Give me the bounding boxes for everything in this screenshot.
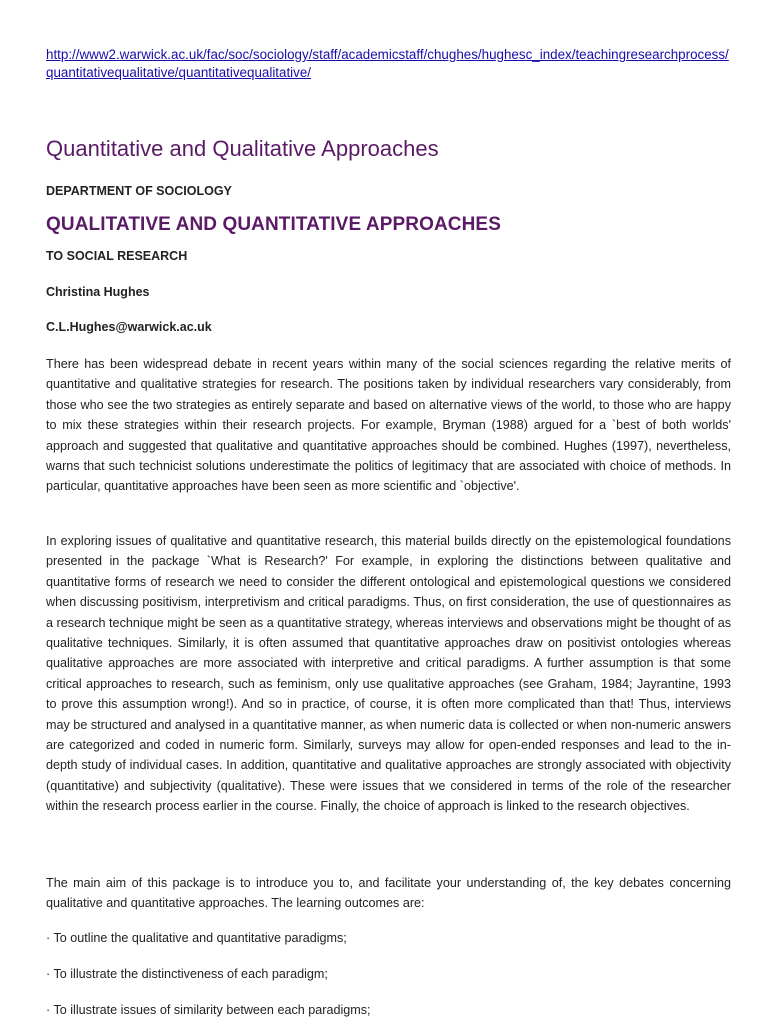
article-heading: QUALITATIVE AND QUANTITATIVE APPROACHES — [46, 214, 501, 235]
learning-outcome-item: · To illustrate the distinctiveness of each paradigm; — [46, 967, 328, 981]
paragraph-intro: There has been widespread debate in recent years within many of the social sciences regarding the relative merits of quantitative and qualitative strategies for research. The positions taken by individual researchers vary considerably, from those who see the two strategies as entirely separate and based on alternative views of the world, to those who are happy to mix these strategies within their research projects. For example, Bryman (1988) argued for a `best of both worlds' approach and suggested that qualitative and quantitative approaches should be combined. Hughes (1997), nevertheless, warns that such technicist solutions underestimate the politics of legitimacy that are associated with choice of methods. In particular, quantitative approaches have been seen as more scientific and `objective'. — [46, 357, 731, 494]
department-label: DEPARTMENT OF SOCIOLOGY — [46, 184, 232, 198]
learning-outcome-item: · To outline the qualitative and quantitative paradigms; — [46, 931, 347, 945]
article-subheading: TO SOCIAL RESEARCH — [46, 249, 188, 263]
source-url-link[interactable]: http://www2.warwick.ac.uk/fac/soc/sociology/staff/academicstaff/chughes/hughesc_index/teachingresearchprocess/quantitativequalitative/quantitativequalitative/ — [46, 47, 729, 80]
author-name: Christina Hughes — [46, 285, 150, 299]
learning-outcome-item: · To illustrate issues of similarity between each paradigms; — [46, 1003, 371, 1017]
paragraph-aim: The main aim of this package is to introduce you to, and facilitate your understanding of, the key debates concerning qualitative and quantitative approaches. The learning outcomes are: — [46, 876, 731, 911]
author-email: C.L.Hughes@warwick.ac.uk — [46, 320, 212, 334]
paragraph-exploring: In exploring issues of qualitative and quantitative research, this material builds directly on the epistemological foundations presented in the package `What is Research?' For example, in exploring the distinctions between qualitative and quantitative forms of research we need to consider the different ontological and epistemological questions we considered when discussing positivism, interpretivism and critical paradigms. Thus, on first consideration, the use of questionnaires as a research technique might be seen as a quantitative strategy, whereas interviews and observations might be thought of as qualitative techniques. Similarly, it is often assumed that quantitative approaches draw on positivist ontologies whereas qualitative approaches are more associated with interpretive and critical paradigms. A further assumption is that some critical approaches to research, such as feminism, only use qualitative approaches (see Graham, 1984; Jayrantine, 1993 to prove this assumption wrong!). And so in practice, of course, it is often more complicated than that! Thus, interviews may be structured and analysed in a quantitative manner, as when numeric data is collected or when non-numeric answers are categorized and coded in numeric form. Similarly, surveys may allow for open-ended responses and lead to the in-depth study of individual cases. In addition, quantitative and qualitative approaches are strongly associated with objectivity (quantitative) and subjectivity (qualitative). These were issues that we considered in terms of the role of the researcher within the research process earlier in the course. Finally, the choice of approach is linked to the research objectives. — [46, 534, 731, 814]
document-title: Quantitative and Qualitative Approaches — [46, 136, 439, 161]
